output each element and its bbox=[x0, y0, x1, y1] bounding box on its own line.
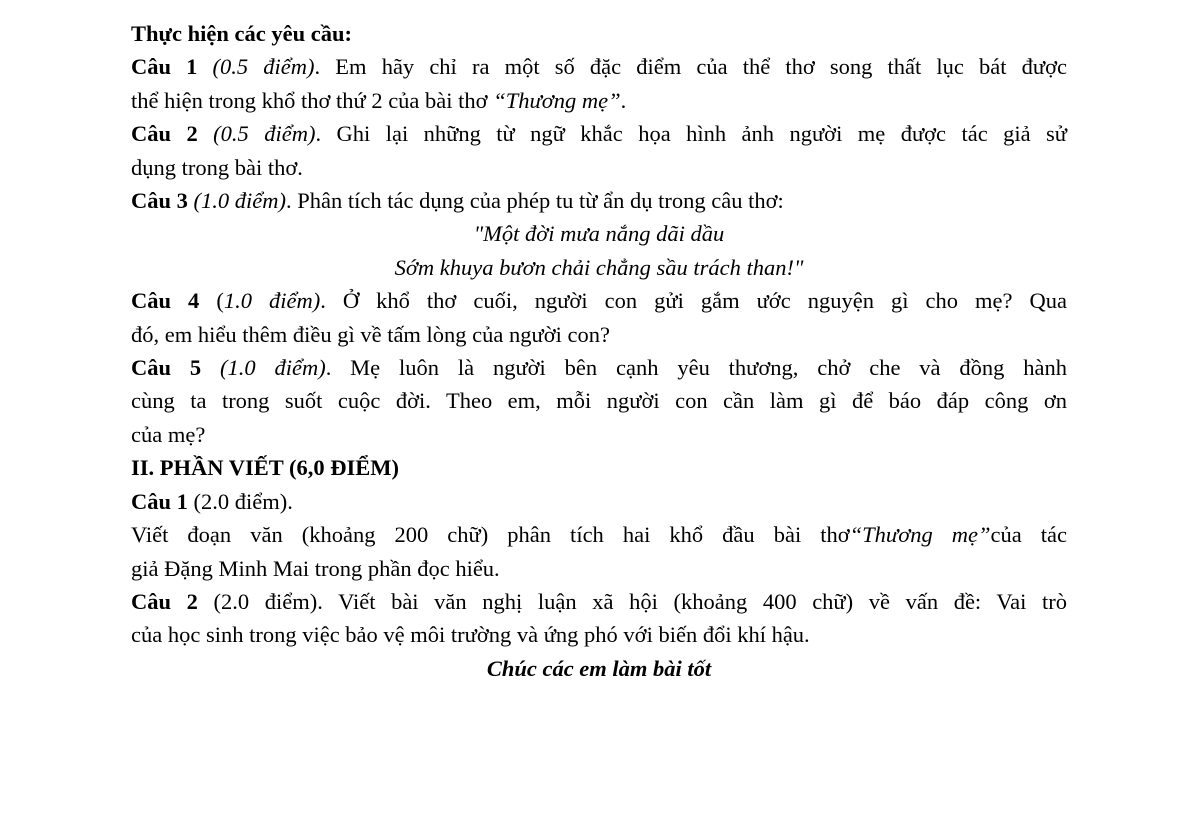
question-5-line-2: cùng ta trong suốt cuộc đời. Theo em, mỗi người con cần làm gì để báo đáp công ơn bbox=[131, 388, 1067, 414]
question-label: Câu 3 bbox=[131, 188, 188, 214]
instructions-heading: Thực hiện các yêu cầu: bbox=[131, 21, 352, 46]
question-4-line-1: Câu 4 (1.0 điểm). Ở khổ thơ cuối, người con gửi gắm ước nguyện gì cho mẹ? Qua bbox=[131, 288, 1068, 314]
poem-title: “Thương mẹ” bbox=[493, 87, 621, 113]
question-points: (0.5 điểm) bbox=[213, 121, 316, 147]
question-points: 1.0 điểm) bbox=[223, 288, 321, 314]
writing-question-1-line-2: giả Đặng Minh Mai trong phần đọc hiểu. bbox=[131, 555, 500, 581]
writing-section-title: II. PHẦN VIẾT (6,0 ĐIỂM) bbox=[131, 455, 399, 481]
question-5-line-1: Câu 5 (1.0 điểm). Mẹ luôn là người bên cạnh yêu thương, chở che và đồng hành bbox=[131, 355, 1067, 381]
question-label: Câu 2 bbox=[131, 121, 198, 147]
question-1-line-2: thể hiện trong khổ thơ thứ 2 của bài thơ “Thương mẹ”. bbox=[131, 87, 627, 113]
question-1-line-1: Câu 1 (0.5 điểm). Em hãy chỉ ra một số đặc điểm của thể thơ song thất lục bát được bbox=[131, 54, 1067, 80]
question-label: Câu 5 bbox=[131, 355, 202, 381]
writing-question-1-header bbox=[131, 485, 1067, 518]
writing-question-2-line-1: Câu 2 (2.0 điểm). Viết bài văn nghị luận xã hội (khoảng 400 chữ) về vấn đề: Vai trò bbox=[131, 588, 1067, 614]
question-label: Câu 2 bbox=[131, 588, 198, 614]
question-points: (0.5 điểm) bbox=[212, 54, 315, 80]
question-label: Câu 1 bbox=[131, 54, 198, 80]
question-2-line-2: dụng trong bài thơ. bbox=[131, 154, 303, 180]
writing-question-1-line-1: Viết đoạn văn (khoảng 200 chữ) phân tích hai khổ đầu bài thơ“Thương mẹ”của tác bbox=[131, 522, 1067, 548]
question-label: Câu 4 bbox=[131, 288, 200, 314]
question-3-line-1: Câu 3 (1.0 điểm). Phân tích tác dụng của phép tu từ ẩn dụ trong câu thơ: bbox=[131, 188, 784, 214]
poem-title: “Thương mẹ” bbox=[849, 522, 991, 548]
poem-quote-line-1: "Một đời mưa nắng dãi dầu bbox=[473, 221, 725, 247]
question-5-line-3: của mẹ? bbox=[131, 421, 206, 447]
poem-quote-line-2: Sớm khuya bươn chải chẳng sầu trách than!" bbox=[394, 254, 804, 280]
question-4-line-2: đó, em hiểu thêm điều gì về tấm lòng của người con? bbox=[131, 321, 610, 347]
closing-message: Chúc các em làm bài tốt bbox=[486, 655, 712, 681]
question-points: (1.0 điểm) bbox=[193, 188, 286, 214]
question-points: (1.0 điểm) bbox=[219, 355, 326, 381]
writing-question-2-line-2: của học sinh trong việc bảo vệ môi trường và ứng phó với biến đổi khí hậu. bbox=[131, 622, 810, 648]
question-2-line-1: Câu 2 (0.5 điểm). Ghi lại những từ ngữ khắc họa hình ảnh người mẹ được tác giả sử bbox=[131, 121, 1068, 147]
question-label: Câu 1 bbox=[131, 488, 188, 514]
question-points: (2.0 điểm). bbox=[187, 488, 293, 514]
